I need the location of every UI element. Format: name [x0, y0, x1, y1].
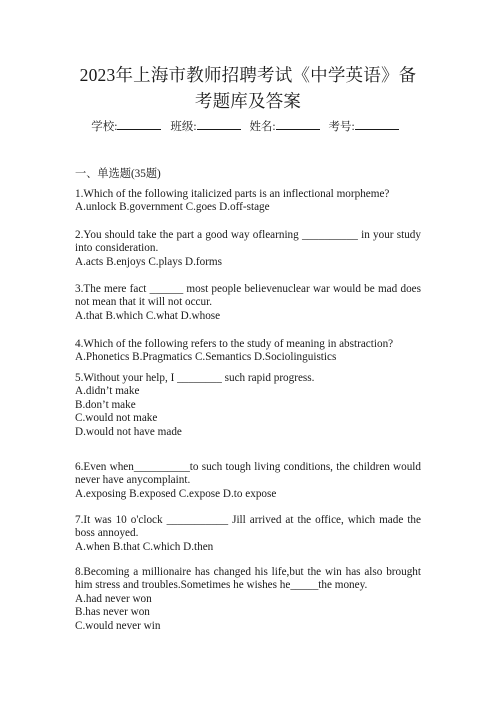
info-fields [0, 118, 496, 135]
question-options: A.Phonetics B.Pragmatics C.Semantics D.Sociolinguistics [75, 351, 337, 364]
name-label: 姓名: [249, 121, 276, 133]
document-title-line1: 2023年上海市教师招聘考试《中学英语》备 [79, 65, 417, 85]
question-stem: 7.It was 10 o'clock ___________ Jill arrived at the office, which made the boss annoyed. [75, 514, 421, 540]
question-option: A.had never won [75, 592, 152, 605]
class-blank [197, 118, 241, 130]
question-3 [75, 283, 421, 323]
question-options: A.that B.which C.what D.whose [75, 309, 221, 322]
question-options: A.exposing B.exposed C.expose D.to expose [75, 487, 277, 500]
exam-number-label: 考号: [328, 121, 355, 133]
question-stem: 3.The mere fact ______ most people believenuclear war would be mad does not mean that it will not occur. [75, 283, 421, 309]
question-stem: 2.You should take the part a good way oflearning __________ in your study into consideration. [75, 229, 421, 255]
question-option: B.don’t make [75, 398, 136, 411]
question-1 [75, 188, 421, 215]
question-8 [75, 566, 421, 633]
question-stem: 1.Which of the following italicized parts is an inflectional morpheme? [75, 188, 390, 200]
question-2 [75, 229, 421, 269]
question-options: A.unlock B.government C.goes D.off-stage [75, 201, 270, 214]
question-7 [75, 514, 421, 554]
question-option: C.would not make [75, 412, 158, 425]
document-title-line2: 考题库及答案 [194, 91, 302, 111]
question-options: A.when B.that C.which D.then [75, 540, 214, 553]
section-heading: 一、单选题(35题) [75, 168, 161, 180]
question-4 [75, 338, 421, 365]
question-stem: 5.Without your help, I ________ such rapid progress. [75, 372, 315, 384]
school-blank [117, 118, 161, 130]
question-stem: 4.Which of the following refers to the study of meaning in abstraction? [75, 338, 394, 350]
question-option: B.has never won [75, 606, 150, 619]
question-option: D.would not have made [75, 425, 182, 438]
exam-number-blank [355, 118, 399, 130]
school-label: 学校: [91, 121, 118, 133]
question-stem: 8.Becoming a millionaire has changed his life,but the win has also brought him stress and troubles.Sometimes he wishes he_____the money. [75, 566, 421, 592]
name-blank [276, 118, 320, 130]
question-6 [75, 461, 421, 501]
question-5 [75, 372, 421, 439]
question-option: A.didn’t make [75, 385, 140, 398]
question-option: C.would never win [75, 619, 161, 632]
class-label: 班级: [170, 121, 197, 133]
question-stem: 6.Even when__________to such tough living conditions, the children would never have anycomplaint. [75, 461, 421, 487]
question-options: A.acts B.enjoys C.plays D.forms [75, 255, 222, 268]
